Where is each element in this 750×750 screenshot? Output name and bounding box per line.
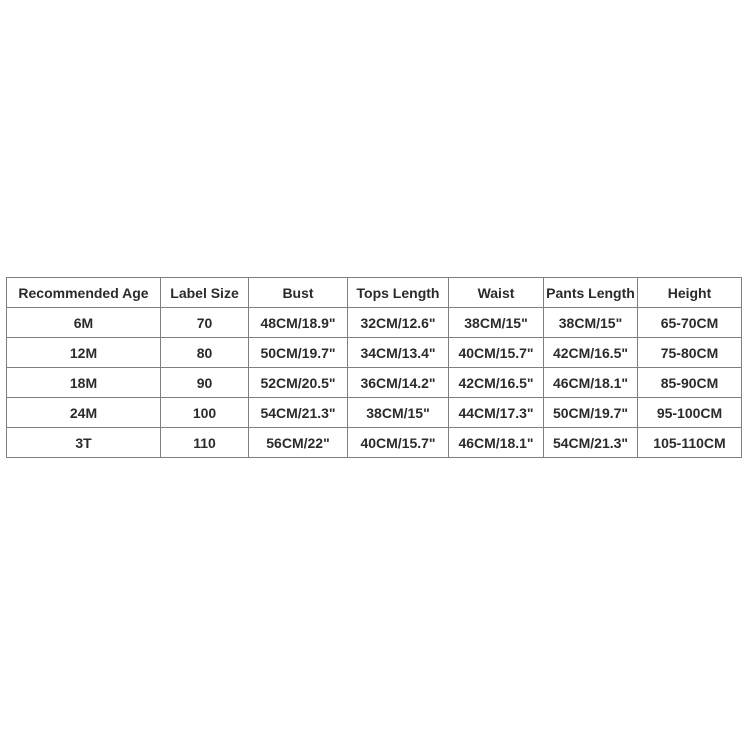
table-cell: 42CM/16.5" — [544, 338, 638, 368]
table-cell: 48CM/18.9" — [249, 308, 348, 338]
table-row — [7, 398, 742, 428]
table-cell: 34CM/13.4" — [348, 338, 449, 368]
table-cell: 90 — [161, 368, 249, 398]
table-cell: 36CM/14.2" — [348, 368, 449, 398]
table-cell: 56CM/22" — [249, 428, 348, 458]
table-cell: 110 — [161, 428, 249, 458]
column-header-label-size: Label Size — [161, 278, 249, 308]
table-cell: 75-80CM — [638, 338, 742, 368]
table-cell: 42CM/16.5" — [449, 368, 544, 398]
table-cell: 38CM/15" — [544, 308, 638, 338]
table-row — [7, 368, 742, 398]
table-row — [7, 308, 742, 338]
table-cell: 46CM/18.1" — [449, 428, 544, 458]
table-row — [7, 428, 742, 458]
table-cell: 18M — [7, 368, 161, 398]
size-chart-table — [6, 277, 742, 458]
table-cell: 6M — [7, 308, 161, 338]
table-cell: 54CM/21.3" — [249, 398, 348, 428]
table-cell: 50CM/19.7" — [249, 338, 348, 368]
table-cell: 54CM/21.3" — [544, 428, 638, 458]
column-header-recommended-age: Recommended Age — [7, 278, 161, 308]
table-cell: 100 — [161, 398, 249, 428]
table-cell: 38CM/15" — [449, 308, 544, 338]
table-cell: 52CM/20.5" — [249, 368, 348, 398]
table-cell: 95-100CM — [638, 398, 742, 428]
column-header-height: Height — [638, 278, 742, 308]
table-row — [7, 338, 742, 368]
table-cell: 44CM/17.3" — [449, 398, 544, 428]
table-cell: 105-110CM — [638, 428, 742, 458]
table-cell: 80 — [161, 338, 249, 368]
table-cell: 50CM/19.7" — [544, 398, 638, 428]
table-cell: 46CM/18.1" — [544, 368, 638, 398]
table-cell: 85-90CM — [638, 368, 742, 398]
table-cell: 38CM/15" — [348, 398, 449, 428]
table-cell: 32CM/12.6" — [348, 308, 449, 338]
column-header-tops-length: Tops Length — [348, 278, 449, 308]
table-cell: 24M — [7, 398, 161, 428]
column-header-pants-length: Pants Length — [544, 278, 638, 308]
table-cell: 40CM/15.7" — [348, 428, 449, 458]
table-cell: 3T — [7, 428, 161, 458]
column-header-bust: Bust — [249, 278, 348, 308]
table-cell: 40CM/15.7" — [449, 338, 544, 368]
table-cell: 70 — [161, 308, 249, 338]
header-row — [7, 278, 742, 308]
table-cell: 12M — [7, 338, 161, 368]
column-header-waist: Waist — [449, 278, 544, 308]
table-cell: 65-70CM — [638, 308, 742, 338]
